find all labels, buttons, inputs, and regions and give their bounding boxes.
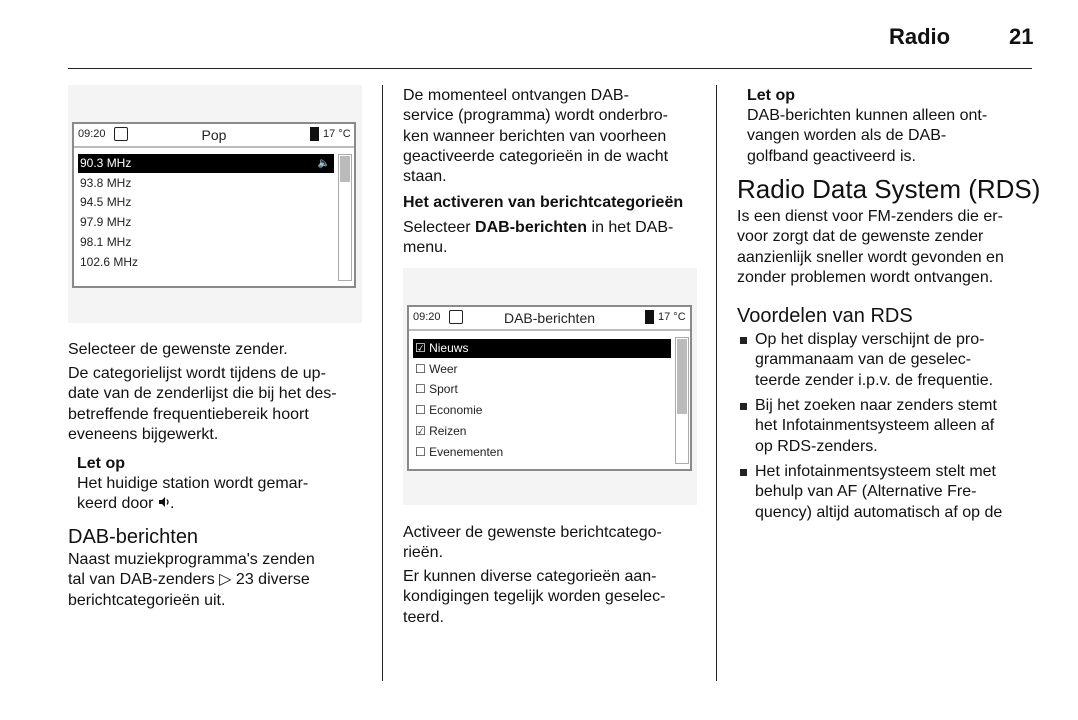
scrollbar[interactable] [675,337,689,464]
station-label: 93.8 MHz [80,175,132,190]
dab-categories-figure [403,268,697,505]
section-title: Radio [889,24,951,49]
clock-time: 09:20 [78,128,106,140]
category-item[interactable] [413,339,671,358]
station-label: 94.5 MHz [80,195,132,210]
screen-header [74,124,354,148]
bullet-icon [740,337,747,344]
column-divider [382,85,383,681]
temperature: 17 °C [658,311,686,323]
paragraph: Is een dienst voor FM-zenders die er- voor zorgt dat de gewenste zender aanzienlijk sneller wordt gevonden en zonder problemen wordt ontvangen. [737,208,1004,286]
paragraph: Er kunnen diverse categorieën aan- kondigingen tegelijk worden geselec- teerd. [403,568,666,626]
screen-header [409,307,690,331]
screen-title: DAB-berichten [503,310,596,326]
bullet-item: Bij het zoeken naar zenders stemt het Infotainmentsysteem alleen af op RDS-zenders. [755,397,997,455]
station-list-figure [68,85,362,323]
category-label: Evenementen [429,444,504,459]
clock-time: 09:20 [413,311,441,323]
category-item[interactable] [413,360,671,379]
station-item[interactable] [78,154,334,173]
bullet-icon [740,469,747,476]
note-title: Let op [77,455,125,472]
display-screen [407,305,692,471]
heading-rds: Radio Data System (RDS) [737,174,1041,204]
checkbox-checked-icon[interactable]: ☑ [415,423,430,438]
thermometer-icon [310,127,319,141]
category-label: Economie [429,403,483,418]
station-item[interactable] [78,174,320,193]
screen-title: Pop [201,127,227,143]
category-label: Weer [429,361,458,376]
station-item[interactable] [78,213,320,232]
paragraph: Selecteer de gewenste zender. [68,341,288,358]
display-screen [72,122,356,288]
paragraph: Naast muziekprogramma's zenden tal van DAB-zenders ▷ 23 diverse berichtcategorieën uit. [68,551,315,609]
checkbox-icon[interactable]: ☐ [415,403,430,418]
header-rule [68,68,1032,69]
column-divider [716,85,717,681]
checkbox-icon[interactable]: ☐ [415,444,430,459]
paragraph: Activeer de gewenste berichtcatego- rieën. [403,524,662,562]
station-label: 97.9 MHz [80,215,132,230]
paragraph: Selecteer DAB-berichten in het DAB- menu. [403,219,674,257]
bullet-icon [740,403,747,410]
station-item[interactable] [78,193,320,212]
category-label: Reizen [429,423,467,438]
page-number: 21 [1009,24,1034,49]
speaker-icon [158,496,170,508]
station-item[interactable] [78,253,320,272]
checkbox-icon[interactable]: ☐ [415,361,430,376]
temperature: 17 °C [323,128,351,140]
bullet-item: Op het display verschijnt de pro- grammanaam van de geselec- teerde zender i.p.v. de frequentie. [755,331,994,389]
checkbox-icon[interactable]: ☐ [415,382,430,397]
station-label: 102.6 MHz [80,254,139,269]
paragraph: De categorielijst wordt tijdens de up- date van de zenderlijst die bij het des- betreffende frequentiebereik hoort eveneens bijgewerkt. [68,365,337,443]
subheading: Het activeren van berichtcategorieën [403,194,684,211]
category-item[interactable] [413,443,671,462]
station-label: 98.1 MHz [80,234,132,249]
note-text: DAB-berichten kunnen alleen ont- vangen worden als de DAB- golfband geactiveerd is. [747,107,988,165]
scrollbar[interactable] [338,154,352,281]
checkbox-checked-icon[interactable]: ☑ [415,341,430,355]
heading-rds-advantages: Voordelen van RDS [737,305,913,327]
speaker-icon: 🔈 [317,158,330,169]
bullet-item: Het infotainmentsysteem stelt met behulp van AF (Alternative Fre- quency) altijd automatisch af op de [755,463,1003,521]
category-item[interactable] [413,380,671,399]
category-label: Nieuws [429,341,469,355]
station-item[interactable] [78,233,320,252]
note-title: Let op [747,87,795,104]
heading-dab-berichten: DAB-berichten [68,526,199,548]
paragraph: De momenteel ontvangen DAB- service (programma) wordt onderbro- ken wanneer berichten van voorheen geactiveerde categorieën in de wacht staan. [403,87,669,186]
thermometer-icon [645,310,654,324]
category-label: Sport [429,382,458,397]
category-item[interactable] [413,401,671,420]
note-text: Het huidige station wordt gemar- keerd door . [77,475,309,513]
station-label: 90.3 MHz [80,156,132,170]
category-item[interactable] [413,422,671,441]
